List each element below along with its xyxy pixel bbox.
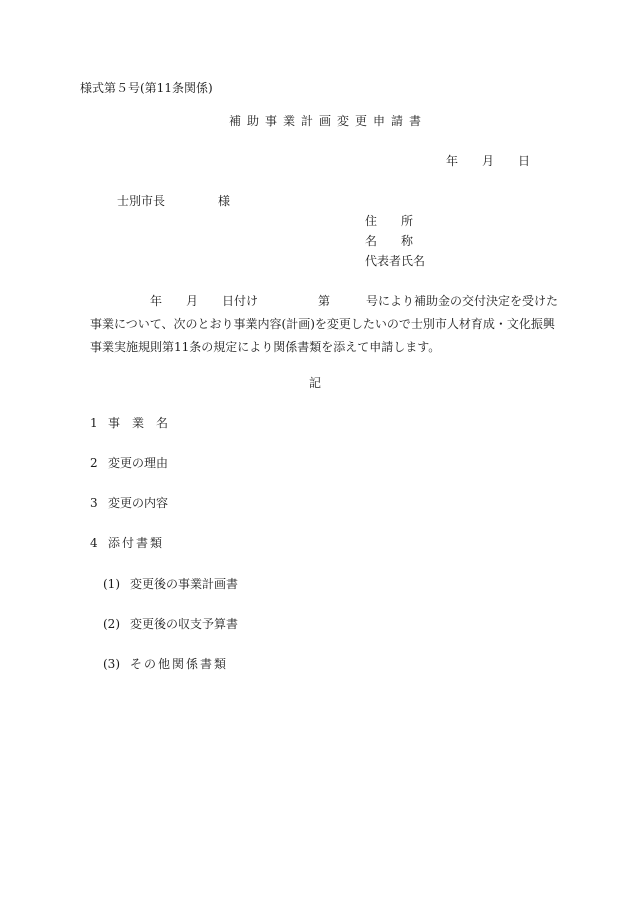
address-label: 住 所 xyxy=(365,214,414,228)
attachment-2-number: (2) xyxy=(103,617,120,631)
item-2-label: 変更の理由 xyxy=(108,456,169,470)
name-label: 名 称 xyxy=(365,234,414,248)
date-line: 年 月 日 xyxy=(446,154,531,168)
body-line-2: 事業について、次のとおり事業内容(計画)を変更したいので士別市人材育成・文化振興 xyxy=(90,317,555,331)
body-line-3: 事業実施規則第11条の規定により関係書類を添えて申請します。 xyxy=(90,340,441,354)
item-3-number: 3 xyxy=(90,496,98,510)
addressee-honorific: 様 xyxy=(218,194,231,208)
ki-heading: 記 xyxy=(309,376,322,390)
document-title: 補助事業計画変更申請書 xyxy=(229,114,428,128)
representative-label: 代表者氏名 xyxy=(365,254,426,268)
attachment-3-number: (3) xyxy=(103,657,120,671)
item-3-label: 変更の内容 xyxy=(108,496,169,510)
item-4-label: 添付書類 xyxy=(108,536,165,550)
attachment-2-label: 変更後の収支予算書 xyxy=(130,617,239,631)
addressee-name: 士別市長 xyxy=(117,194,166,208)
body-line-1: 年 月 日付け 第 号により補助金の交付決定を受けた xyxy=(90,294,559,308)
item-2-number: 2 xyxy=(90,456,98,470)
item-4-number: 4 xyxy=(90,536,98,550)
item-1-label: 事 業 名 xyxy=(108,416,169,430)
attachment-1-number: (1) xyxy=(103,577,120,591)
form-number: 様式第５号(第11条関係) xyxy=(80,81,213,95)
attachment-3-label: その他関係書類 xyxy=(130,657,229,671)
item-1-number: 1 xyxy=(90,416,98,430)
attachment-1-label: 変更後の事業計画書 xyxy=(130,577,239,591)
